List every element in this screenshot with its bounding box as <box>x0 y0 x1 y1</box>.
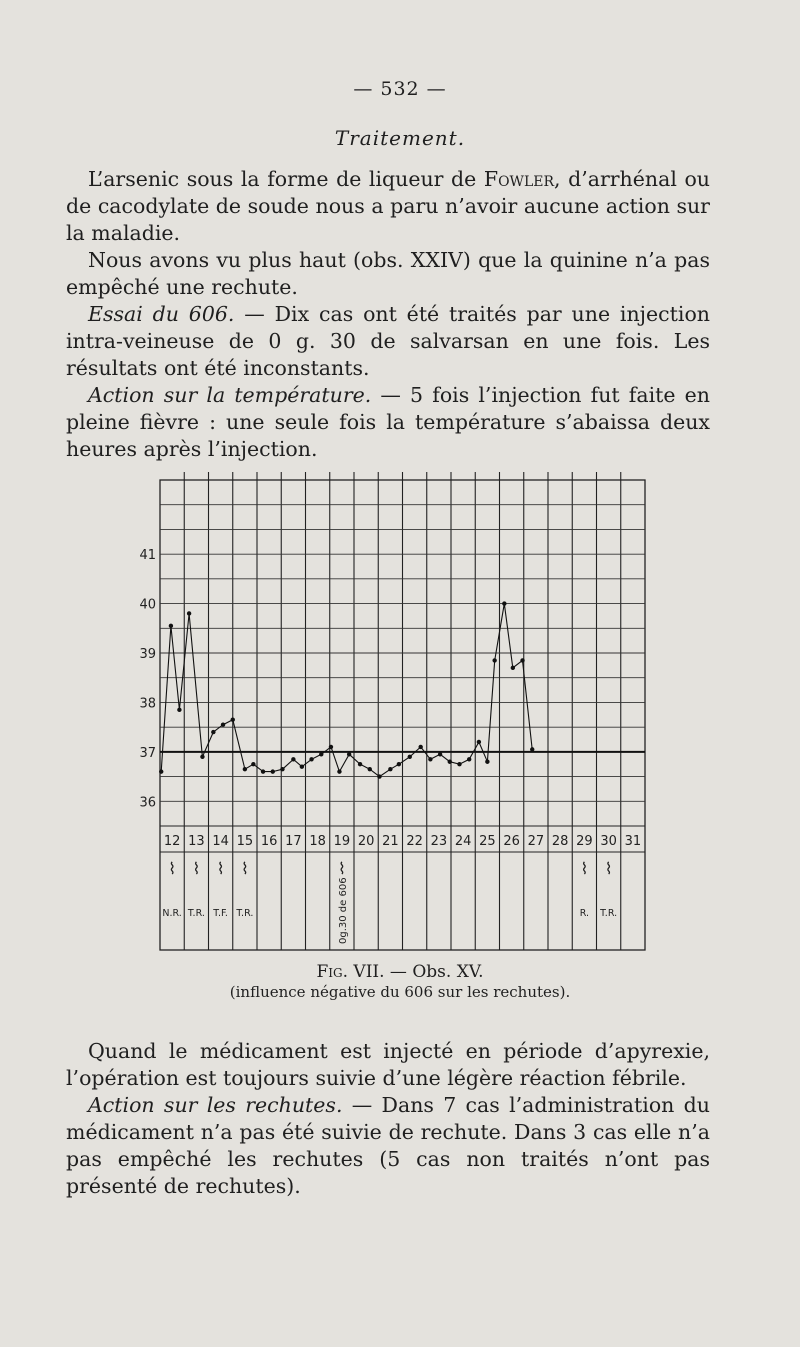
temperature-data-point <box>319 752 323 756</box>
bottom-paragraph <box>66 1092 710 1200</box>
annotation-mark: ⌇ <box>337 859 346 878</box>
temperature-data-point <box>251 762 255 766</box>
text-run: Fowler <box>483 167 555 191</box>
temperature-data-point <box>221 722 225 726</box>
temperature-data-point <box>467 757 471 761</box>
annotation-mark: ⌇ <box>192 859 201 878</box>
text-run: Essai du 606. <box>88 302 235 326</box>
text-run: — Dans 7 cas l’administration du médicament n’a pas été suivie de rechute. Dans 3 cas elle n’a pas empêché les rechutes (5 cas non traités n’ont pas présenté de rechutes). <box>66 1093 710 1198</box>
text-run: , d’arrhénal ou de cacodylate de soude nous a paru n’avoir aucune action sur la maladie. <box>66 167 710 245</box>
y-tick-label: 38 <box>139 696 156 712</box>
x-day-label: 27 <box>527 834 545 849</box>
caption-line-1 <box>0 962 800 982</box>
annotation-mark: ⌇ <box>580 859 589 878</box>
temperature-data-point <box>261 769 265 773</box>
annotation-mark: ⌇ <box>168 859 177 878</box>
temperature-data-point <box>408 755 412 759</box>
x-day-label: 16 <box>260 834 278 849</box>
annotation-label: T.F. <box>213 908 228 919</box>
temperature-data-point <box>271 769 275 773</box>
body-text-top <box>66 166 710 463</box>
temperature-data-point <box>159 769 163 773</box>
x-day-label: 15 <box>236 834 254 849</box>
temperature-data-point <box>457 762 461 766</box>
temperature-data-point <box>347 752 351 756</box>
temperature-data-point <box>368 767 372 771</box>
temperature-data-point <box>438 752 442 756</box>
temperature-data-point <box>485 760 489 764</box>
annotation-label: 0g.30 de 606 <box>337 877 349 944</box>
temperature-data-point <box>428 757 432 761</box>
x-day-label: 21 <box>382 834 399 849</box>
temperature-data-point <box>520 658 524 662</box>
caption-line-2: (influence négative du 606 sur les rechutes). <box>229 983 571 1001</box>
top-paragraph <box>66 247 710 301</box>
temperature-data-point <box>530 747 534 751</box>
annotation-label: T.R. <box>600 908 618 919</box>
y-tick-label: 36 <box>139 795 156 811</box>
temperature-data-point <box>329 745 333 749</box>
text-run: — 5 fois l’injection fut faite en pleine fièvre : une seule fois la température s’abaissa deux heures après l’injection. <box>66 383 710 461</box>
temperature-data-point <box>187 611 191 615</box>
page-number: — 532 — <box>353 78 447 100</box>
x-day-label: 23 <box>430 834 448 849</box>
top-paragraph <box>66 382 710 463</box>
x-day-label: 12 <box>163 834 181 849</box>
annotation-mark: ⌇ <box>604 859 613 878</box>
x-day-label: 22 <box>406 834 423 849</box>
annotation-mark: ⌇ <box>216 859 225 878</box>
x-day-label: 20 <box>357 834 375 849</box>
temperature-data-point <box>337 769 341 773</box>
body-text-bottom <box>66 1038 710 1200</box>
x-day-label: 13 <box>188 834 205 849</box>
temperature-data-point <box>231 718 235 722</box>
temperature-data-point <box>477 740 481 744</box>
caption-title: VII. — Obs. XV. <box>348 962 484 982</box>
text-run: — Dix cas ont été traités par une injection intra-veineuse de 0 g. 30 de salvarsan en une fois. Les résultats ont été inconstants. <box>66 302 710 380</box>
temperature-chart <box>130 468 655 960</box>
x-day-label: 29 <box>576 834 593 849</box>
annotation-label: T.R. <box>236 908 254 919</box>
temperature-data-point <box>177 708 181 712</box>
bottom-paragraph <box>66 1038 710 1092</box>
temperature-data-point <box>502 601 506 605</box>
temperature-data-point <box>300 764 304 768</box>
annotation-label: N.R. <box>162 908 182 919</box>
x-day-label: 31 <box>624 834 642 849</box>
x-day-label: 17 <box>285 834 302 849</box>
top-paragraph <box>66 166 710 247</box>
x-day-label: 26 <box>503 834 520 849</box>
y-tick-label: 40 <box>139 597 156 613</box>
y-tick-label: 41 <box>139 548 156 564</box>
temperature-data-point <box>448 760 452 764</box>
x-day-label: 18 <box>309 834 326 849</box>
temperature-data-point <box>200 755 204 759</box>
temperature-data-point <box>492 658 496 662</box>
temperature-data-point <box>511 666 515 670</box>
text-run: Nous avons vu plus haut (obs. XXIV) que la quinine n’a pas empêché une rechute. <box>66 248 710 299</box>
caption-prefix: Fig. <box>316 962 349 982</box>
temperature-data-point <box>309 757 313 761</box>
temperature-data-point <box>243 767 247 771</box>
top-paragraph <box>66 301 710 382</box>
annotation-mark: ⌇ <box>240 859 249 878</box>
temperature-data-point <box>291 757 295 761</box>
text-run: Action sur les rechutes. <box>88 1093 343 1117</box>
temperature-data-point <box>280 767 284 771</box>
section-heading: Traitement. <box>334 126 466 150</box>
temperature-data-point <box>377 774 381 778</box>
annotation-label: T.R. <box>187 908 205 919</box>
figure-caption <box>0 962 800 1001</box>
temperature-data-point <box>358 762 362 766</box>
text-run: Quand le médicament est injecté en période d’apyrexie, l’opération est toujours suivie d’une légère réaction fébrile. <box>66 1039 710 1090</box>
x-day-label: 25 <box>479 834 496 849</box>
y-tick-label: 37 <box>139 745 156 761</box>
x-day-label: 28 <box>551 834 569 849</box>
temperature-data-point <box>169 624 173 628</box>
temperature-data-point <box>388 767 392 771</box>
x-day-label: 19 <box>333 834 351 849</box>
temperature-series-line <box>161 604 532 777</box>
temperature-data-point <box>418 745 422 749</box>
x-day-label: 14 <box>212 834 229 849</box>
text-run: L’arsenic sous la forme de liqueur de <box>88 167 484 191</box>
text-run: Action sur la température. <box>88 383 372 407</box>
x-day-label: 30 <box>600 834 617 849</box>
temperature-data-point <box>211 730 215 734</box>
annotation-label: R. <box>579 908 590 919</box>
y-tick-label: 39 <box>139 647 156 662</box>
x-day-label: 24 <box>454 834 472 849</box>
temperature-data-point <box>397 762 401 766</box>
